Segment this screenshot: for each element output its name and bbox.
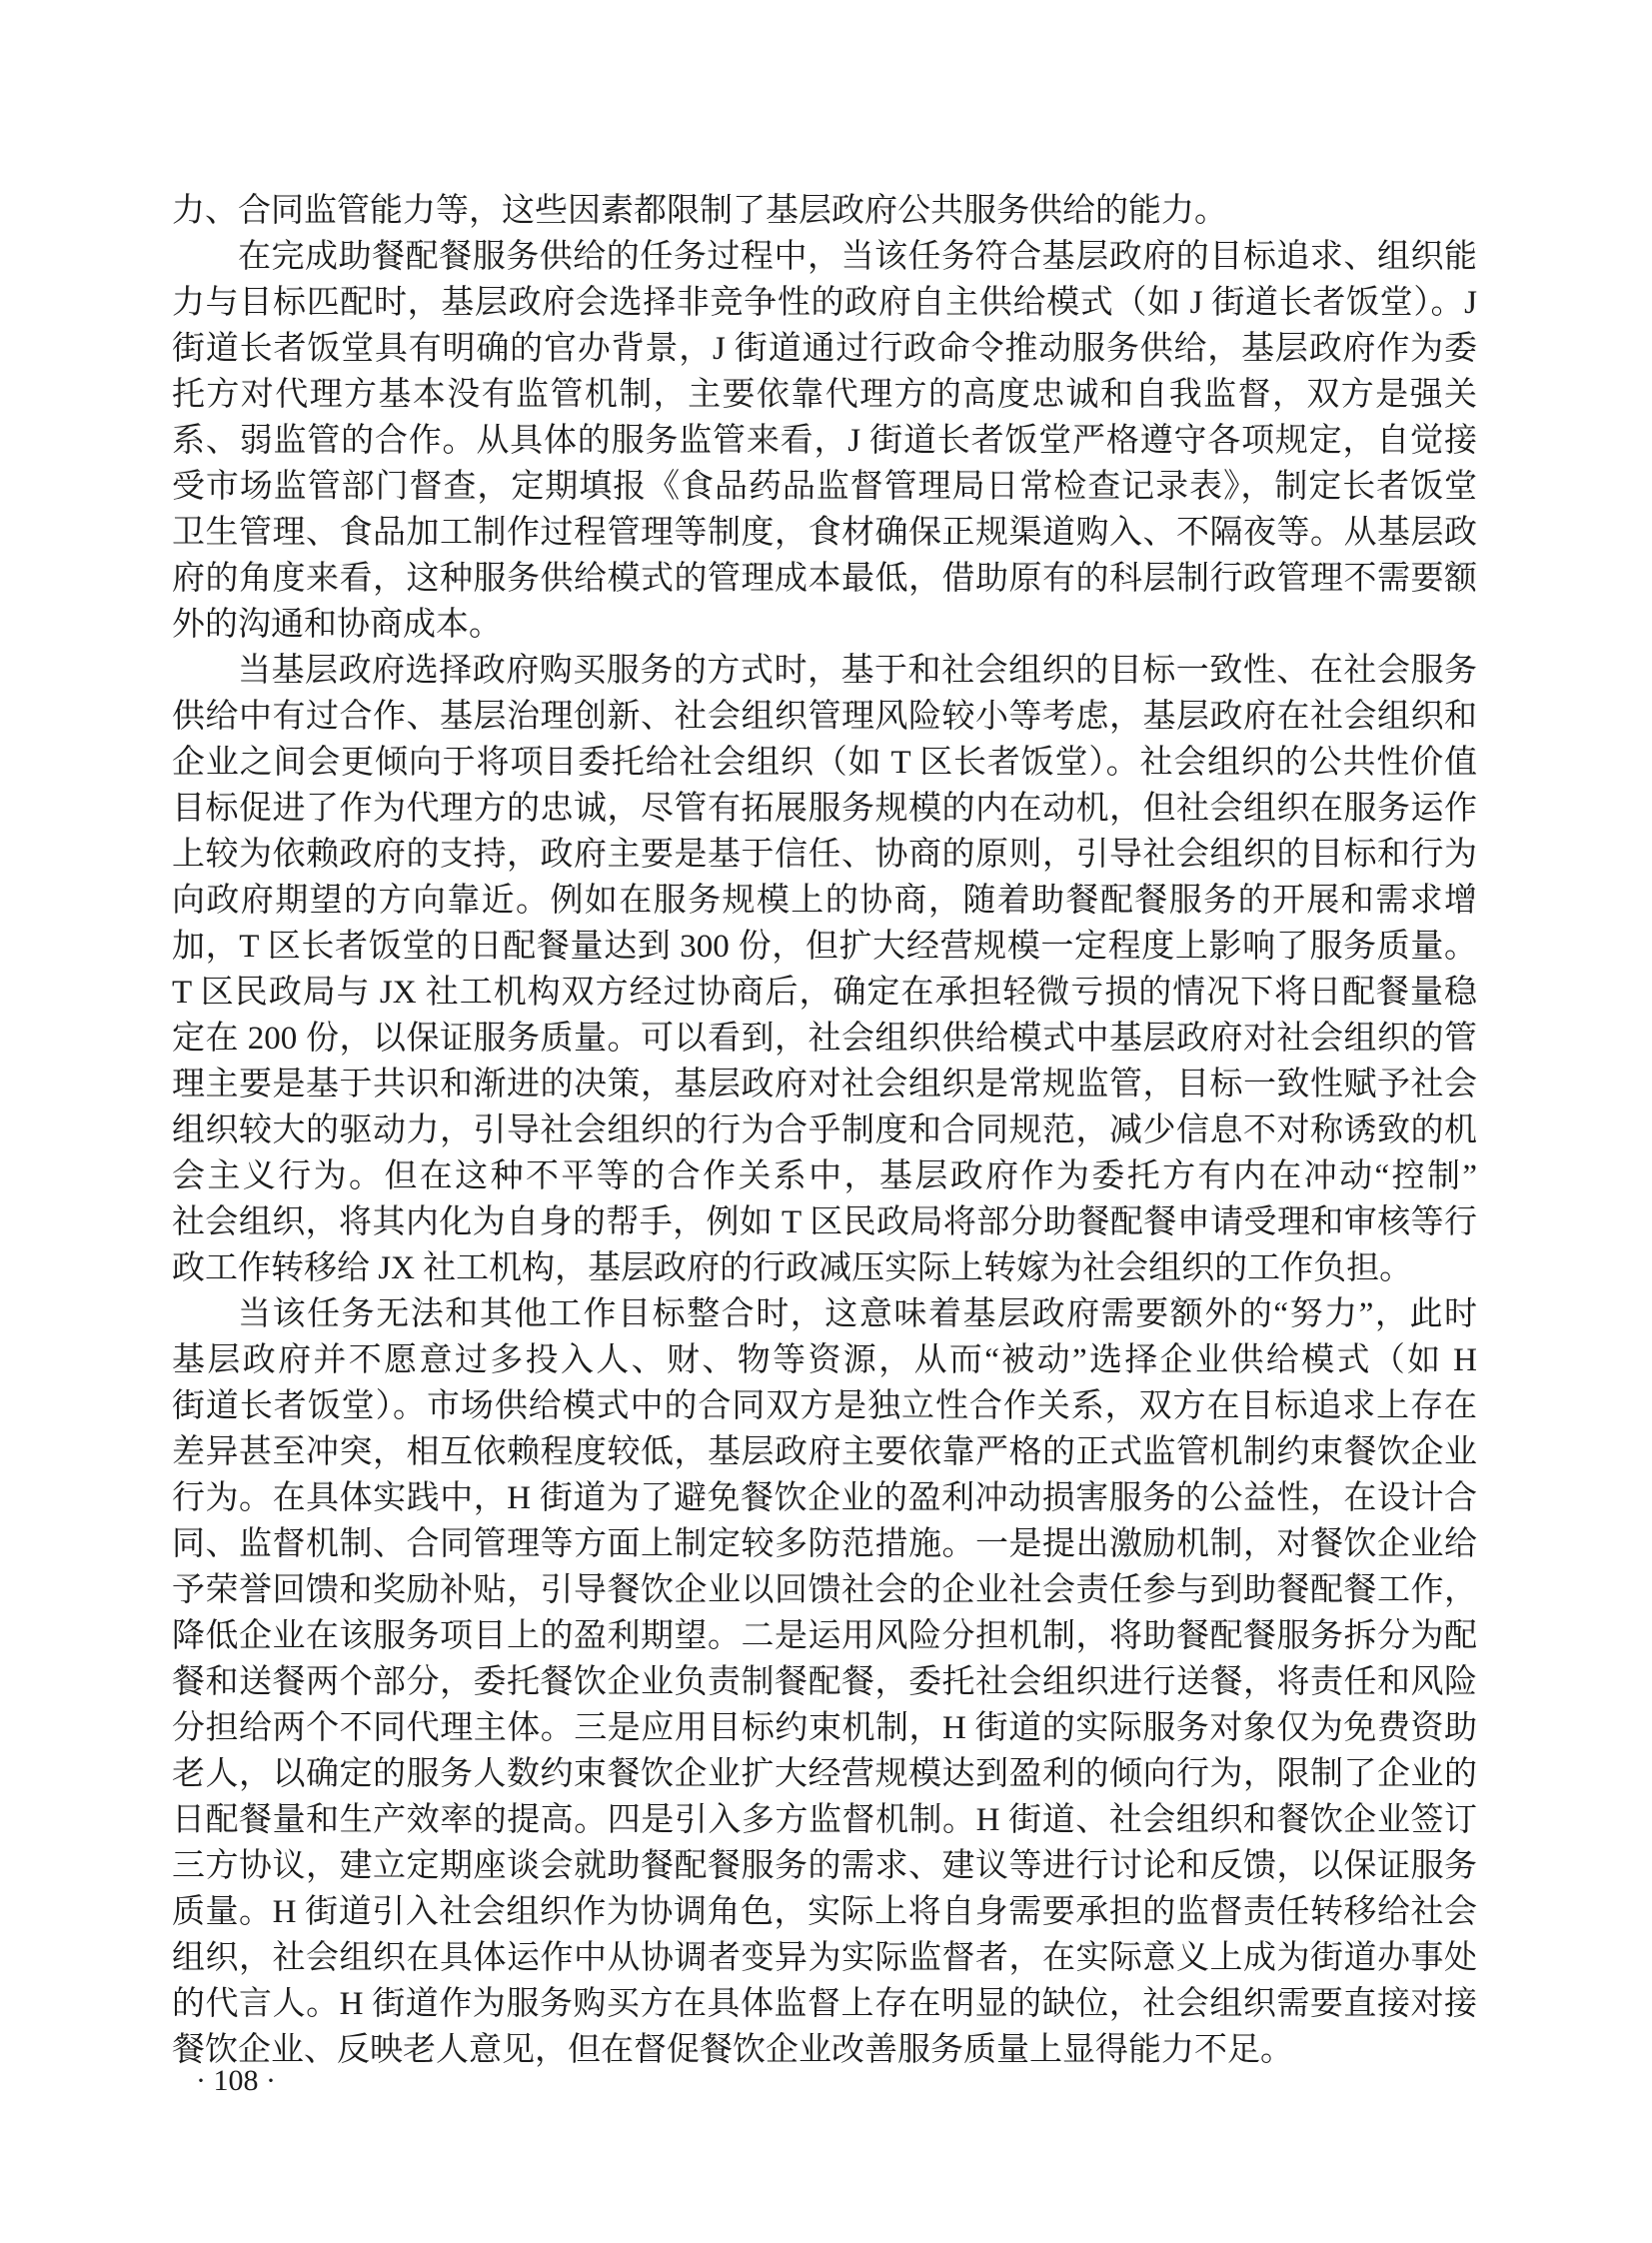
- text-line: 餐和送餐两个部分，委托餐饮企业负责制餐配餐，委托社会组织进行送餐，将责任和风险: [172, 1664, 1477, 1700]
- text-line: 基层政府并不愿意过多投入人、财、物等资源，从而“被动”选择企业供给模式（如 H: [172, 1342, 1477, 1378]
- text-line: 政工作转移给 JX 社工机构，基层政府的行政减压实际上转嫁为社会组织的工作负担。: [172, 1250, 1413, 1286]
- text-line: 当该任务无法和其他工作目标整合时，这意味着基层政府需要额外的“努力”，此时: [238, 1296, 1477, 1332]
- text-line: 社会组织，将其内化为自身的帮手，例如 T 区民政局将部分助餐配餐申请受理和审核等行: [172, 1204, 1477, 1240]
- text-line: 同、监督机制、合同管理等方面上制定较多防范措施。一是提出激励机制，对餐饮企业给: [172, 1526, 1477, 1562]
- text-line: 会主义行为。但在这种不平等的合作关系中，基层政府作为委托方有内在冲动“控制”: [172, 1158, 1477, 1194]
- text-line: 企业之间会更倾向于将项目委托给社会组织（如 T 区长者饭堂）。社会组织的公共性价值: [172, 745, 1477, 781]
- text-line: 卫生管理、食品加工制作过程管理等制度，食材确保正规渠道购入、不隔夜等。从基层政: [172, 515, 1477, 551]
- text-line: 在完成助餐配餐服务供给的任务过程中，当该任务符合基层政府的目标追求、组织能: [238, 239, 1477, 275]
- text-line: 上较为依赖政府的支持，政府主要是基于信任、协商的原则，引导社会组织的目标和行为: [172, 837, 1477, 873]
- text-line: 街道长者饭堂具有明确的官办背景，J 街道通过行政命令推动服务供给，基层政府作为委: [172, 331, 1477, 367]
- text-line: 予荣誉回馈和奖励补贴，引导餐饮企业以回馈社会的企业社会责任参与到助餐配餐工作，: [172, 1572, 1477, 1608]
- text-line: 府的角度来看，这种服务供给模式的管理成本最低，借助原有的科层制行政管理不需要额: [172, 561, 1477, 597]
- text-line: 街道长者饭堂）。市场供给模式中的合同双方是独立性合作关系，双方在目标追求上存在: [172, 1388, 1477, 1424]
- text-line: 系、弱监管的合作。从具体的服务监管来看，J 街道长者饭堂严格遵守各项规定，自觉接: [172, 423, 1477, 459]
- text-line: 餐饮企业、反映老人意见，但在督促餐饮企业改善服务质量上显得能力不足。: [172, 2032, 1293, 2068]
- body-text: [172, 188, 1477, 2073]
- text-line: 分担给两个不同代理主体。三是应用目标约束机制，H 街道的实际服务对象仅为免费资助: [172, 1710, 1477, 1746]
- text-line: 理主要是基于共识和渐进的决策，基层政府对社会组织是常规监管，目标一致性赋予社会: [172, 1067, 1477, 1103]
- text-line: 外的沟通和协商成本。: [172, 607, 502, 643]
- text-line: 定在 200 份，以保证服务质量。可以看到，社会组织供给模式中基层政府对社会组织的管: [172, 1021, 1477, 1057]
- text-line: 托方对代理方基本没有监管机制，主要依靠代理方的高度忠诚和自我监督，双方是强关: [172, 377, 1477, 413]
- text-line: 三方协议，建立定期座谈会就助餐配餐服务的需求、建议等进行讨论和反馈，以保证服务: [172, 1848, 1477, 1884]
- text-line: 差异甚至冲突，相互依赖程度较低，基层政府主要依靠严格的正式监管机制约束餐饮企业: [172, 1434, 1477, 1470]
- text-line: T 区民政局与 JX 社工机构双方经过协商后，确定在承担轻微亏损的情况下将日配餐量稳: [172, 975, 1477, 1011]
- text-line: 组织，社会组织在具体运作中从协调者变异为实际监督者，在实际意义上成为街道办事处: [172, 1940, 1477, 1976]
- text-line: 力与目标匹配时，基层政府会选择非竞争性的政府自主供给模式（如 J 街道长者饭堂）。J: [172, 285, 1477, 321]
- text-line: 供给中有过合作、基层治理创新、社会组织管理风险较小等考虑，基层政府在社会组织和: [172, 699, 1477, 735]
- text-line: 行为。在具体实践中，H 街道为了避免餐饮企业的盈利冲动损害服务的公益性，在设计合: [172, 1480, 1477, 1516]
- text-line: 降低企业在该服务项目上的盈利期望。二是运用风险分担机制，将助餐配餐服务拆分为配: [172, 1618, 1477, 1654]
- text-line: 力、合同监管能力等，这些因素都限制了基层政府公共服务供给的能力。: [172, 193, 1227, 229]
- text-line: 当基层政府选择政府购买服务的方式时，基于和社会组织的目标一致性、在社会服务: [238, 653, 1477, 689]
- text-line: 质量。H 街道引入社会组织作为协调角色，实际上将自身需要承担的监督责任转移给社会: [172, 1894, 1477, 1930]
- text-line: 受市场监管部门督查，定期填报《食品药品监督管理局日常检查记录表》，制定长者饭堂: [172, 469, 1477, 505]
- text-line: 老人，以确定的服务人数约束餐饮企业扩大经营规模达到盈利的倾向行为，限制了企业的: [172, 1756, 1477, 1792]
- text-line: 目标促进了作为代理方的忠诚，尽管有拓展服务规模的内在动机，但社会组织在服务运作: [172, 791, 1477, 827]
- page-number: · 108 ·: [196, 2064, 276, 2097]
- text-line: 向政府期望的方向靠近。例如在服务规模上的协商，随着助餐配餐服务的开展和需求增: [172, 883, 1477, 919]
- text-line: 的代言人。H 街道作为服务购买方在具体监督上存在明显的缺位，社会组织需要直接对接: [172, 1986, 1477, 2022]
- text-line: 加，T 区长者饭堂的日配餐量达到 300 份，但扩大经营规模一定程度上影响了服务质量。: [172, 929, 1477, 965]
- text-line: 日配餐量和生产效率的提高。四是引入多方监督机制。H 街道、社会组织和餐饮企业签订: [172, 1802, 1477, 1838]
- text-line: 组织较大的驱动力，引导社会组织的行为合乎制度和合同规范，减少信息不对称诱致的机: [172, 1113, 1477, 1148]
